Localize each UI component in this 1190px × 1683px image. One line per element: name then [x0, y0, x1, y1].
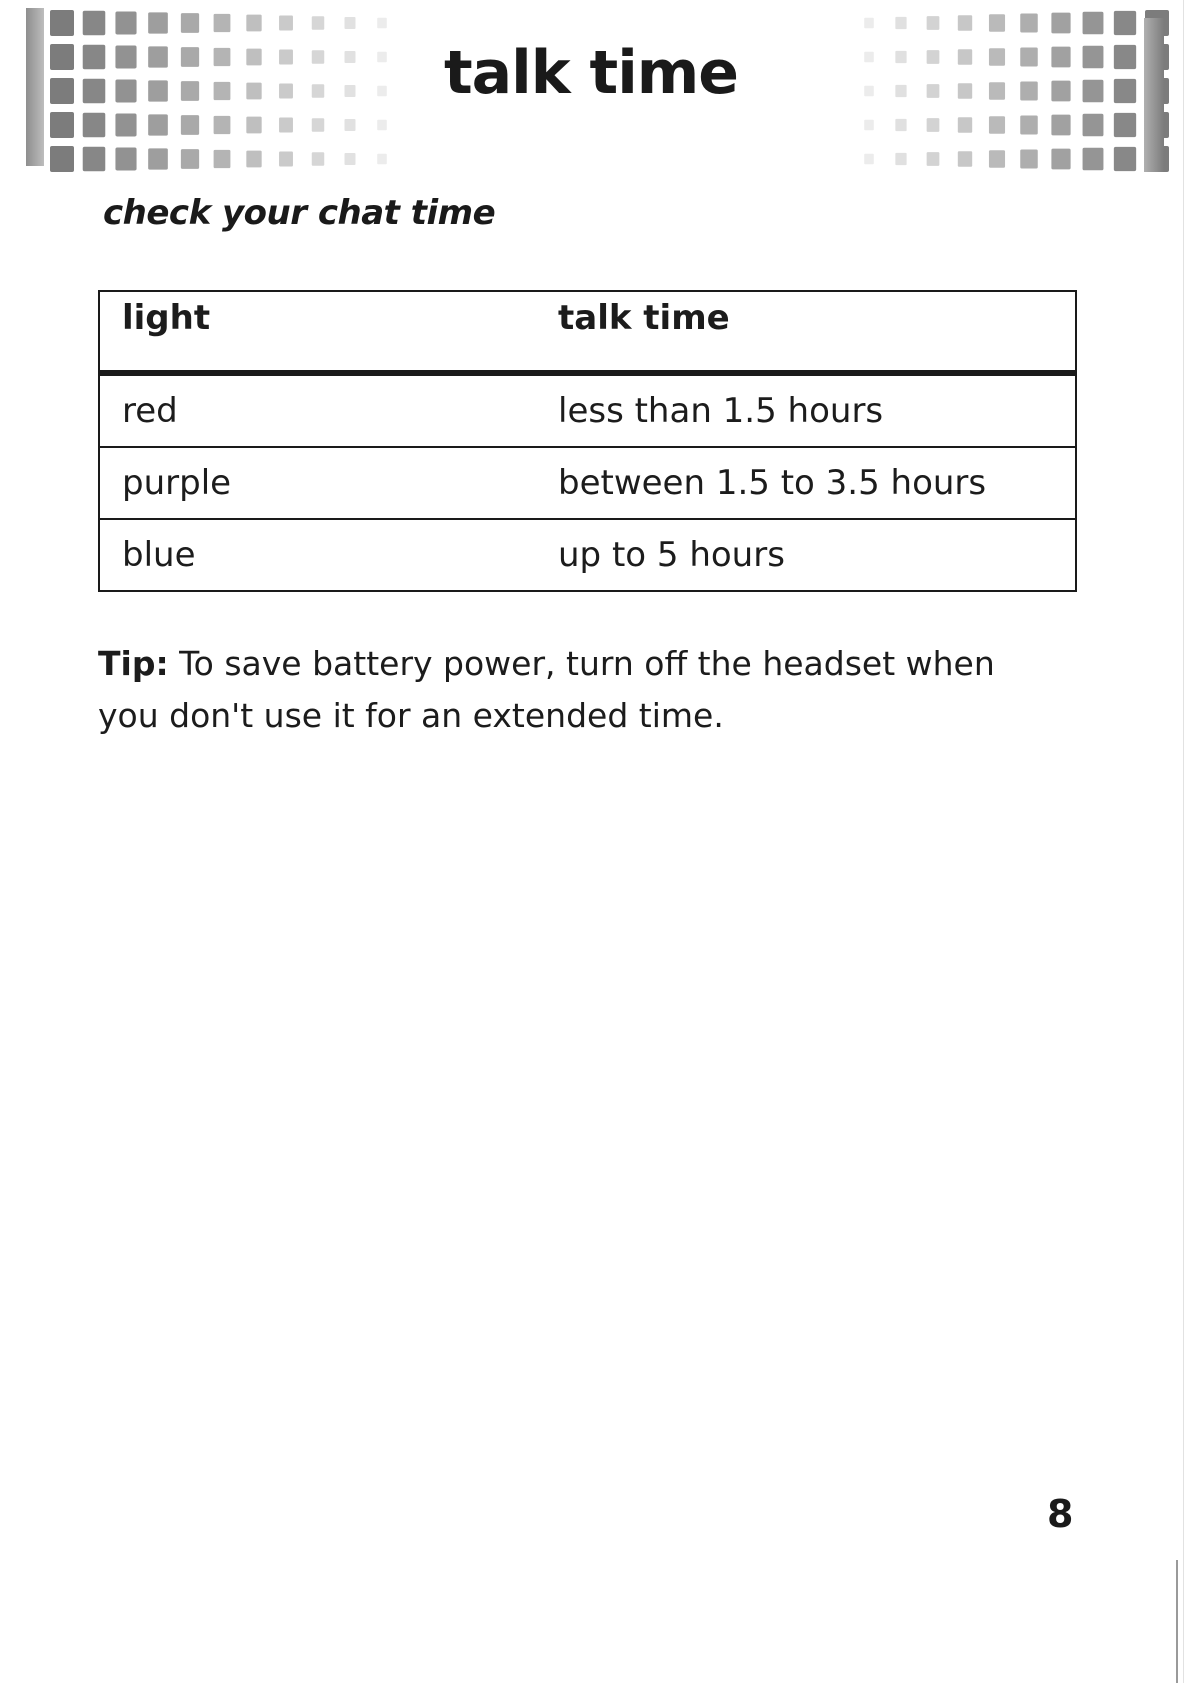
header-dot — [181, 13, 199, 33]
tip-text: To save battery power, turn off the headset when you don't use it for an extended time. — [98, 644, 995, 735]
header-dot — [377, 154, 387, 164]
table-row — [99, 447, 1076, 519]
header-dot — [1083, 148, 1104, 171]
talk-time-table — [98, 290, 1077, 592]
page-edge-shadow — [1176, 1560, 1178, 1683]
table-row — [99, 373, 1076, 447]
header-dot — [83, 11, 106, 35]
header-dot — [1051, 81, 1070, 102]
header-bar-right — [1144, 18, 1164, 172]
header-dot — [214, 150, 231, 168]
header-dot — [1020, 14, 1038, 33]
header-dot — [864, 18, 874, 28]
tip-label: Tip: — [98, 644, 169, 683]
page-number: 8 — [1047, 1492, 1074, 1536]
header-dot — [927, 16, 940, 30]
header-dot — [1083, 114, 1104, 137]
header-dot — [181, 81, 199, 101]
header-dot — [1083, 80, 1104, 103]
header-dot — [958, 151, 972, 167]
header-dot — [1051, 115, 1070, 136]
page-edge — [1183, 0, 1184, 1683]
header-dot — [1051, 149, 1070, 170]
header-dot — [115, 114, 136, 137]
header-dot — [181, 149, 199, 169]
header-dot — [50, 146, 74, 172]
header-dot — [1114, 11, 1136, 35]
header-dot — [148, 148, 168, 169]
header-dot — [927, 50, 940, 64]
header-dot — [344, 119, 355, 131]
header-dot — [181, 47, 199, 67]
header-dot — [115, 46, 136, 69]
header-dot — [927, 118, 940, 132]
header-dot — [115, 80, 136, 103]
header-dot — [377, 18, 387, 28]
column-header-light: light — [99, 291, 532, 373]
header-dot — [279, 15, 293, 30]
header-dot — [312, 50, 324, 64]
header-dot — [895, 17, 906, 29]
header-dot — [377, 52, 387, 62]
header-bar-left — [26, 8, 44, 166]
talk-time-cell: less than 1.5 hours — [532, 373, 1076, 447]
header-dot — [989, 116, 1005, 133]
header-dot — [377, 120, 387, 130]
page-title: talk time — [444, 38, 738, 108]
header-dot — [958, 83, 972, 99]
header-dot — [895, 51, 906, 63]
header-dot — [83, 79, 106, 103]
header-dot — [344, 51, 355, 63]
header-dot — [148, 80, 168, 101]
header-dot — [181, 115, 199, 135]
header-dot — [864, 120, 874, 130]
header-dot — [279, 83, 293, 98]
header-dot — [1114, 113, 1136, 137]
header-dot — [246, 49, 261, 66]
header-dot — [50, 78, 74, 104]
header-dot — [83, 113, 106, 137]
header-dot — [1083, 12, 1104, 35]
header-dot-grid-left — [50, 10, 394, 172]
light-color-cell: purple — [99, 447, 532, 519]
header-dot — [895, 85, 906, 97]
header-dot — [50, 112, 74, 138]
header-dot — [989, 48, 1005, 65]
header-dot — [344, 85, 355, 97]
header-dot — [1114, 79, 1136, 103]
header-dot — [50, 10, 74, 36]
header-dot — [1020, 48, 1038, 67]
column-header-talk-time: talk time — [532, 291, 1076, 373]
header-dot — [214, 48, 231, 66]
header-dot — [344, 17, 355, 29]
header-dot — [148, 46, 168, 67]
header-dot — [148, 114, 168, 135]
header-dot — [864, 52, 874, 62]
section-heading: check your chat time — [103, 193, 496, 233]
header-dot — [246, 15, 261, 32]
header-dot — [83, 45, 106, 69]
talk-time-cell: up to 5 hours — [532, 519, 1076, 591]
header-dot — [927, 84, 940, 98]
header-dot — [279, 151, 293, 166]
header-dot — [246, 117, 261, 134]
header-dot — [115, 12, 136, 35]
header-dot — [1114, 45, 1136, 69]
header-dot — [279, 49, 293, 64]
header-dot — [864, 154, 874, 164]
light-color-cell: red — [99, 373, 532, 447]
header-dot — [864, 86, 874, 96]
header-dot — [1020, 150, 1038, 169]
talk-time-cell: between 1.5 to 3.5 hours — [532, 447, 1076, 519]
header-dot — [989, 14, 1005, 31]
header-dot — [214, 14, 231, 32]
header-dot — [344, 153, 355, 165]
header-dot — [214, 82, 231, 100]
header-dot — [989, 82, 1005, 99]
header-dot — [958, 15, 972, 31]
header-dot — [958, 49, 972, 65]
header-dot — [1020, 82, 1038, 101]
header-dot — [927, 152, 940, 166]
table-header-row — [99, 291, 1076, 373]
header-dot — [246, 83, 261, 100]
light-color-cell: blue — [99, 519, 532, 591]
header-dot — [312, 84, 324, 98]
header-dot — [148, 12, 168, 33]
header-dot — [377, 86, 387, 96]
header-dot — [895, 153, 906, 165]
header-dot — [115, 148, 136, 171]
header-dot — [214, 116, 231, 134]
header-dot — [895, 119, 906, 131]
header-dot — [1051, 13, 1070, 34]
header-dot — [50, 44, 74, 70]
header-dot — [246, 151, 261, 168]
header-dot — [312, 118, 324, 132]
header-dot — [312, 16, 324, 30]
header-dot — [1051, 47, 1070, 68]
header-dot — [958, 117, 972, 133]
header-dot — [312, 152, 324, 166]
header-dot — [989, 150, 1005, 167]
header-dot — [1020, 116, 1038, 135]
header-dot — [83, 147, 106, 171]
header-dot — [279, 117, 293, 132]
header-dot-grid-right — [857, 10, 1169, 172]
tip-paragraph — [98, 638, 1058, 742]
table-row — [99, 519, 1076, 591]
header-dot — [1114, 147, 1136, 171]
header-dot — [1083, 46, 1104, 69]
